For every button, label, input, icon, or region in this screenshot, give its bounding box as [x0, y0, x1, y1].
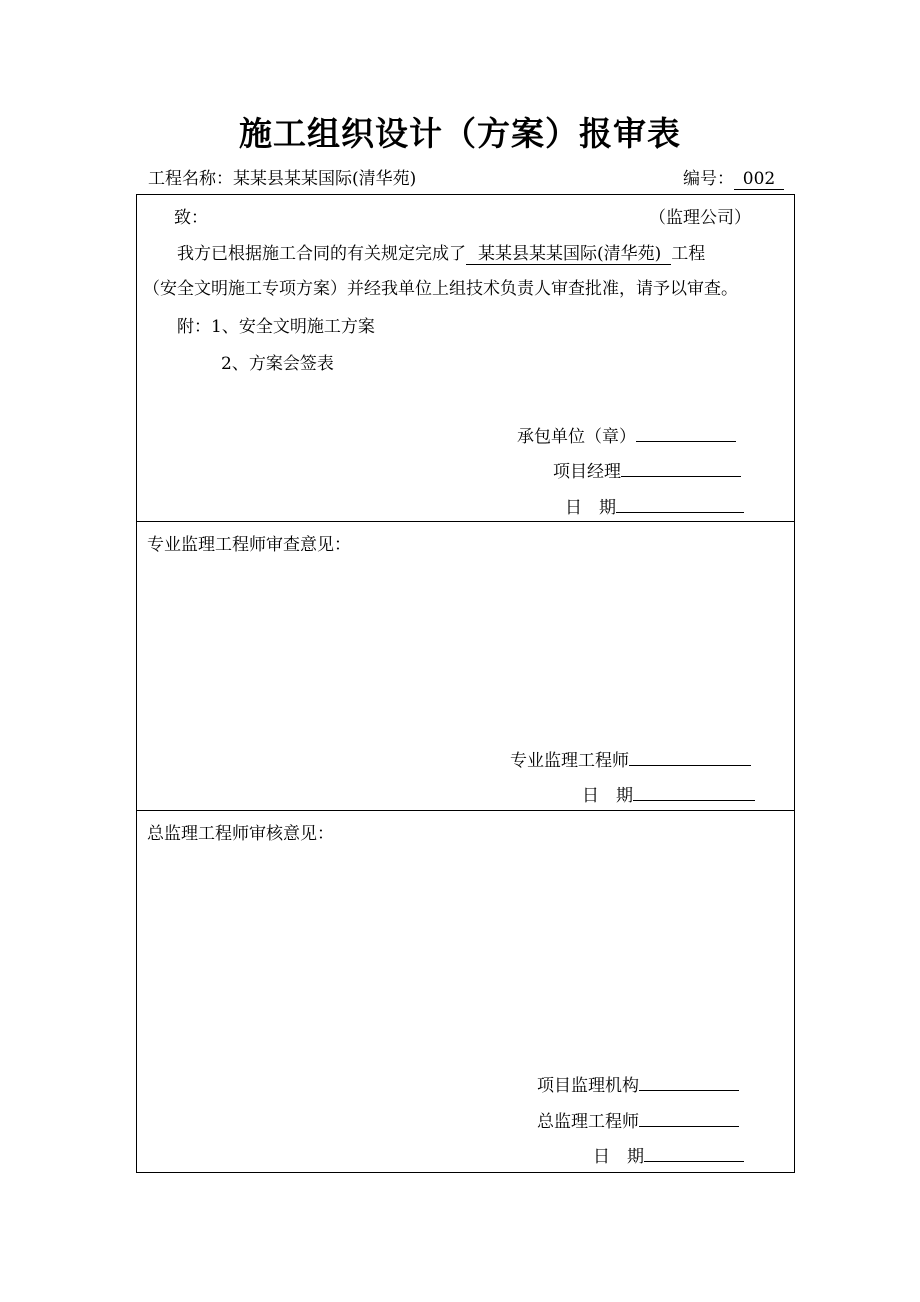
engineer-review-heading: 专业监理工程师审查意见：: [147, 535, 351, 555]
engineer-date-blank[interactable]: [633, 782, 755, 801]
engineer-blank[interactable]: [629, 747, 751, 766]
contractor-date-label: 日 期: [565, 498, 616, 518]
engineer-label: 专业监理工程师: [510, 751, 629, 771]
contractor-date-blank[interactable]: [616, 494, 744, 513]
submission-body-line1: [177, 239, 705, 264]
chief-review-heading: 总监理工程师审核意见：: [147, 824, 334, 844]
page-title: 施工组织设计（方案）报审表: [239, 114, 681, 153]
contractor-label: 承包单位（章）: [517, 427, 636, 447]
attachment-2: 2、方案会签表: [221, 354, 334, 374]
body-project-name: 某某县某某国际(清华苑): [466, 244, 671, 265]
chief-date-line: [593, 1142, 744, 1167]
manager-label: 项目经理: [553, 462, 621, 482]
body-suffix: 工程: [671, 244, 706, 264]
manager-blank[interactable]: [621, 458, 741, 477]
chief-date-blank[interactable]: [644, 1143, 744, 1162]
chief-review-section: [137, 811, 794, 1173]
chief-label: 总监理工程师: [537, 1112, 639, 1132]
engineer-signature-line: [510, 746, 751, 771]
serial-value: 002: [734, 169, 784, 190]
submission-body-line2: （安全文明施工专项方案）并经我单位上组技术负责人审查批准，请予以审查。: [143, 279, 738, 299]
engineer-date-label: 日 期: [582, 786, 633, 806]
chief-blank[interactable]: [639, 1108, 739, 1127]
serial-number-line: [683, 164, 784, 190]
project-name-line: [148, 164, 416, 189]
chief-date-label: 日 期: [593, 1147, 644, 1167]
supervision-company: （监理公司）: [649, 208, 751, 228]
serial-label: 编号：: [683, 169, 734, 189]
engineer-review-section: [137, 522, 794, 811]
project-name-value: 某某县某某国际(清华苑): [233, 169, 417, 189]
contractor-blank[interactable]: [636, 423, 736, 442]
contractor-signature-line: [517, 422, 736, 447]
addressee-label: 致：: [174, 208, 208, 228]
agency-blank[interactable]: [639, 1072, 739, 1091]
contractor-date-line: [565, 493, 744, 518]
agency-label: 项目监理机构: [537, 1076, 639, 1096]
manager-signature-line: [553, 457, 741, 482]
body-prefix: 我方已根据施工合同的有关规定完成了: [177, 244, 466, 264]
engineer-date-line: [582, 781, 755, 806]
agency-signature-line: [537, 1071, 739, 1096]
contractor-submission-section: [137, 195, 794, 522]
attachment-1: 附：1、安全文明施工方案: [177, 317, 375, 337]
review-form: [136, 194, 795, 1173]
chief-signature-line: [537, 1107, 739, 1132]
project-name-label: 工程名称：: [148, 169, 233, 189]
